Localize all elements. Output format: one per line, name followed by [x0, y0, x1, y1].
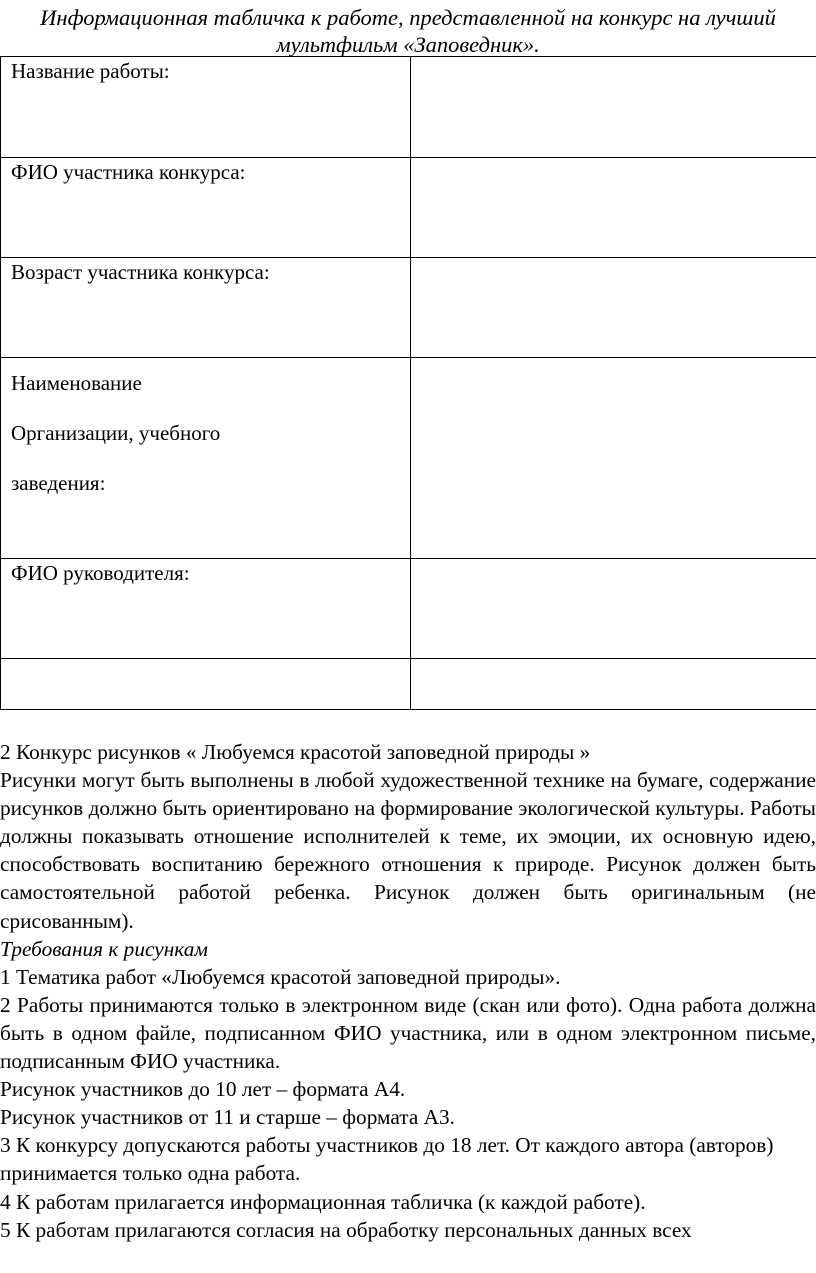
organization-label-line-1: Наименование	[11, 371, 142, 395]
table-row	[1, 559, 816, 659]
info-table	[0, 56, 816, 710]
title-line-2: мультфильм «Заповедник».	[276, 32, 540, 57]
requirement-3: 3 К конкурсу допускаются работы участников до 18 лет. От каждого автора (авторов) принимается только одна работа.	[0, 1133, 774, 1186]
participant-name-value-cell[interactable]	[411, 158, 816, 258]
title-line-1: Информационная табличка к работе, представленной на конкурс на лучший	[40, 5, 776, 30]
organization-value-cell[interactable]	[411, 358, 816, 559]
requirement-5: 5 К работам прилагаются согласия на обработку персональных данных всех	[0, 1217, 692, 1242]
requirement-2-a3: Рисунок участников от 11 и старше – формата А3.	[0, 1105, 455, 1130]
organization-label-line-3: заведения:	[11, 471, 106, 495]
table-row	[1, 659, 816, 710]
requirement-1: 1 Тематика работ «Любуемся красотой заповедной природы».	[0, 964, 561, 989]
participant-age-value-cell[interactable]	[411, 258, 816, 358]
table-row	[1, 358, 816, 559]
section-2	[0, 738, 816, 1244]
table-row	[1, 258, 816, 358]
table-row	[1, 158, 816, 258]
participant-name-label: ФИО участника конкурса:	[1, 158, 411, 258]
requirement-4: 4 К работам прилагается информационная табличка (к каждой работе).	[0, 1189, 646, 1214]
work-title-value-cell[interactable]	[411, 57, 816, 158]
document-title	[0, 4, 816, 58]
work-title-label: Название работы:	[1, 57, 411, 158]
requirement-2: 2 Работы принимаются только в электронном виде (скан или фото). Одна работа должна быть в одном файле, подписанном ФИО участника, или в одном электронном письме, подписанным ФИО участника.	[0, 992, 816, 1074]
empty-value-cell[interactable]	[411, 659, 816, 710]
requirements-heading: Требования к рисункам	[0, 936, 208, 961]
section-2-paragraph: Рисунки могут быть выполнены в любой художественной технике на бумаге, содержание рисунков должно быть ориентировано на формирование экологической культуры. Работы должны показывать отношение исполнителей к теме, их эмоции, их основную идею, способствовать воспитанию бережного отношения к природе. Рисунок должен быть самостоятельной работой ребенка. Рисунок должен быть оригинальным (не срисованным).	[0, 768, 816, 933]
requirement-2-a4: Рисунок участников до 10 лет – формата А4.	[0, 1077, 406, 1102]
table-row	[1, 57, 816, 158]
section-2-heading: 2 Конкурс рисунков « Любуемся красотой заповедной природы »	[0, 740, 591, 764]
organization-label	[1, 358, 411, 559]
empty-label-cell[interactable]	[1, 659, 411, 710]
supervisor-name-label: ФИО руководителя:	[1, 559, 411, 659]
organization-label-line-2: Организации, учебного	[11, 421, 221, 445]
supervisor-name-value-cell[interactable]	[411, 559, 816, 659]
participant-age-label: Возраст участника конкурса:	[1, 258, 411, 358]
